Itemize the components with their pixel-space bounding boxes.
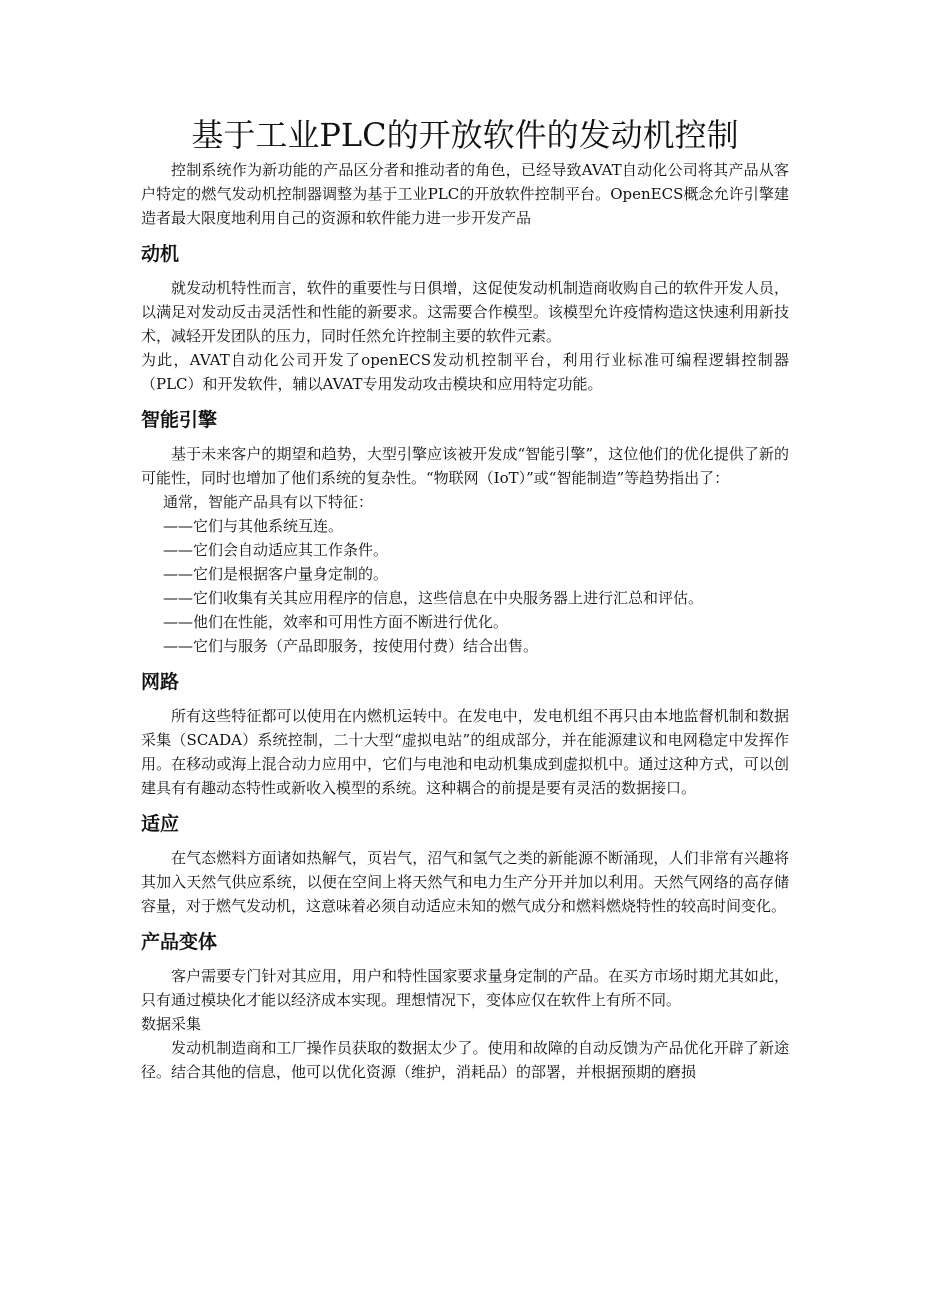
list-item: ——他们在性能，效率和可用性方面不断进行优化。: [163, 613, 509, 631]
document-page: [141, 112, 789, 1084]
smart-engine-list-lead: 通常，智能产品具有以下特征：: [163, 493, 374, 511]
variants-paragraph: 客户需要专门针对其应用，用户和特性国家要求量身定制的产品。在买方市场时期尤其如此，只有通过模块化才能以经济成本实现。理想情况下，变体应仅在软件上有所不同。: [141, 967, 789, 1009]
section-heading-variants: 产品变体: [141, 931, 218, 953]
motive-paragraph-2: 为此，AVAT自动化公司开发了openECS发动机控制平台，利用行业标准可编程逻辑控制器（PLC）和开发软件，辅以AVAT专用发动攻击模块和应用特定功能。: [141, 351, 789, 393]
section-heading-wrapper: [141, 396, 789, 442]
intro-paragraph: 控制系统作为新功能的产品区分者和推动者的角色，已经导致AVAT自动化公司将其产品从客户特定的燃气发动机控制器调整为基于工业PLC的开放软件控制平台。OpenECS概念允许引擎建造者最大限度地利用自己的资源和软件能力进一步开发产品: [141, 161, 789, 227]
smart-engine-paragraph: 基于未来客户的期望和趋势，大型引擎应该被开发成“智能引擎”，这位他们的优化提供了新的可能性，同时也增加了他们系统的复杂性。“物联网（IoT）”或“智能制造”等趋势指出了：: [141, 445, 789, 487]
section-heading-wrapper: [141, 918, 789, 964]
list-item: ——它们是根据客户量身定制的。: [163, 565, 389, 583]
section-heading-wrapper: [141, 658, 789, 704]
list-item: ——它们收集有关其应用程序的信息，这些信息在中央服务器上进行汇总和评估。: [163, 589, 704, 607]
list-item: ——它们与服务（产品即服务，按使用付费）结合出售。: [163, 637, 539, 655]
adapt-paragraph: 在气态燃料方面诸如热解气，页岩气，沼气和氢气之类的新能源不断涌现，人们非常有兴趣将其加入天然气供应系统，以便在空间上将天然气和电力生产分开并加以利用。天然气网络的高存储容量，对于燃气发动机，这意味着必须自动适应未知的燃气成分和燃料燃烧特性的较高时间变化。: [141, 849, 789, 915]
section-heading-wrapper: [141, 230, 789, 276]
section-heading-motive: 动机: [141, 243, 180, 265]
section-heading-network: 网路: [141, 671, 180, 693]
data-collection-subheading: 数据采集: [141, 1015, 202, 1033]
section-heading-smart-engine: 智能引擎: [141, 409, 218, 431]
data-collection-paragraph: 发动机制造商和工厂操作员获取的数据太少了。使用和故障的自动反馈为产品优化开辟了新途径。结合其他的信息，他可以优化资源（维护，消耗品）的部署，并根据预期的磨损: [141, 1039, 789, 1081]
network-paragraph: 所有这些特征都可以使用在内燃机运转中。在发电中，发电机组不再只由本地监督机制和数据采集（SCADA）系统控制，二十大型“虚拟电站”的组成部分，并在能源建议和电网稳定中发挥作用。在移动或海上混合动力应用中，它们与电池和电动机集成到虚拟机中。通过这种方式，可以创建具有有趣动态特性或新收入模型的系统。这种耦合的前提是要有灵活的数据接口。: [141, 707, 789, 797]
section-heading-adapt: 适应: [141, 813, 180, 835]
list-item: ——它们会自动适应其工作条件。: [163, 541, 389, 559]
motive-paragraph-1: 就发动机特性而言，软件的重要性与日俱增，这促使发动机制造商收购自己的软件开发人员，以满足对发动反击灵活性和性能的新要求。这需要合作模型。该模型允许疫情构造这快速利用新技术，减轻开发团队的压力，同时任然允许控制主要的软件元素。: [141, 279, 789, 345]
section-heading-wrapper: [141, 800, 789, 846]
document-title: 基于工业PLC的开放软件的发动机控制: [191, 116, 739, 154]
list-item: ——它们与其他系统互连。: [163, 517, 344, 535]
